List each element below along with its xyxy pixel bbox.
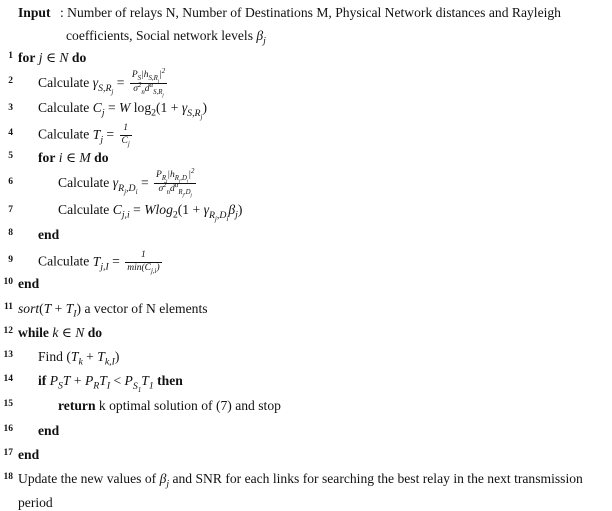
kw-then: then bbox=[157, 373, 183, 388]
line-number: 15 bbox=[3, 399, 13, 409]
kw-while: while bbox=[18, 325, 49, 340]
snr-fraction: $\frac{P_S|h_{S,R_j}|^2}{\sigma^2_nd^\alpha_{S,R_j}}$ bbox=[131, 67, 166, 99]
calculate-word: Calculate bbox=[38, 74, 90, 90]
line-number: 4 bbox=[8, 128, 13, 138]
calculate-word: Calculate bbox=[38, 100, 90, 115]
line-number: 14 bbox=[3, 374, 13, 384]
line-number: 12 bbox=[3, 326, 13, 336]
line-15-text bbox=[58, 399, 281, 413]
line-11-text: sort(T + $T_I$) a vector of N elements bbox=[18, 301, 208, 320]
kw-if: if bbox=[38, 373, 47, 388]
input-text-cont-words: coefficients, Social network levels bbox=[66, 28, 253, 43]
line-number: 13 bbox=[3, 350, 13, 360]
line-2-text: Calculate $\gamma_{S,R_j}$ = $\frac{P_S|h_{S,R_j}|^2}{\sigma^2_nd^\alpha_{S,R_j}}$ bbox=[38, 67, 166, 99]
math-k-in-n: k ∈ N bbox=[52, 325, 85, 340]
calculate-word: Calculate bbox=[58, 202, 110, 217]
line-number: 6 bbox=[8, 177, 13, 187]
line-number: 11 bbox=[4, 302, 13, 312]
beta-char: β bbox=[256, 28, 264, 43]
line-13-text: Find $(T_k + T_{k,I})$ bbox=[38, 349, 120, 368]
beta-symbol bbox=[256, 28, 266, 47]
kw-do: do bbox=[87, 325, 103, 340]
calculate-word: Calculate bbox=[38, 253, 90, 269]
line-number: 5 bbox=[8, 151, 13, 161]
return-description: k optimal solution of (7) and stop bbox=[98, 398, 281, 413]
line-6-text: Calculate $\gamma_{R_j,D_i}$ = $\frac{P_{R_j}|h_{R_j,D_i}|^2}{\sigma^2_nd^\alpha_{R_j,D_j}}$ bbox=[58, 167, 195, 199]
line-18-text: Update the new values of $\beta_j$ and SNR for each links for searching the best relay in the next transmission bbox=[18, 471, 583, 490]
line-number: 17 bbox=[3, 448, 13, 458]
line-14-text: if $P_ST + P_RT_I < P_{S_1}T_1$ then bbox=[38, 373, 183, 394]
line-3-text: Calculate $C_j = W$ $\log_2(1 + \gamma_{S,R_j})$ bbox=[38, 100, 207, 121]
line-number: 9 bbox=[8, 255, 13, 265]
sort-description: a vector of N elements bbox=[84, 301, 208, 316]
beta-sub: j bbox=[263, 35, 266, 47]
kw-for: for bbox=[18, 50, 36, 65]
line-12-text bbox=[18, 326, 102, 340]
tj-fraction: $\frac{1}{C_j}$ bbox=[121, 123, 130, 148]
line-1-text bbox=[18, 51, 86, 65]
kw-do: do bbox=[94, 150, 109, 165]
snr2-fraction: $\frac{P_{R_j}|h_{R_j,D_i}|^2}{\sigma^2_nd^\alpha_{R_j,D_j}}$ bbox=[156, 167, 195, 199]
end-for-outer: end bbox=[18, 276, 40, 291]
math-j-in-n: j ∈ N bbox=[38, 50, 69, 65]
line-number: 7 bbox=[8, 205, 13, 215]
line-7-text: Calculate $C_{j,i} = Wlog_2(1 + \gamma_{R_j,D_i}\beta_j)$ bbox=[58, 202, 243, 223]
line-number: 16 bbox=[3, 424, 13, 434]
line-5-text bbox=[38, 151, 109, 165]
find-word: Find bbox=[38, 349, 63, 364]
line-number: 18 bbox=[3, 472, 13, 482]
line-4-text: Calculate $T_j$ = $\frac{1}{C_j}$ bbox=[38, 123, 130, 148]
line-9-text: Calculate $T_{j,I}$ = $\frac{1}{\min(C_{j,i})}$ bbox=[38, 250, 160, 275]
input-text: : Number of relays N, Number of Destinations M, Physical Network distances and Rayleigh bbox=[60, 5, 561, 20]
calculate-word: Calculate bbox=[38, 126, 90, 142]
line-number: 10 bbox=[3, 277, 13, 287]
update-text-1: Update the new values of bbox=[18, 471, 157, 486]
input-label: Input bbox=[18, 5, 51, 20]
update-text-2: and SNR for each links for searching the best relay in the next transmission bbox=[172, 471, 583, 486]
end-while: end bbox=[18, 447, 40, 462]
line-number: 3 bbox=[8, 103, 13, 113]
tji-fraction: $\frac{1}{\min(C_{j,i})}$ bbox=[127, 250, 160, 275]
kw-return: return bbox=[58, 398, 96, 413]
kw-do: do bbox=[71, 50, 87, 65]
line-number: 2 bbox=[8, 76, 13, 86]
line-number: 8 bbox=[8, 228, 13, 238]
input-text-cont bbox=[66, 28, 266, 47]
calculate-word: Calculate bbox=[58, 174, 110, 190]
line-number: 1 bbox=[8, 51, 13, 61]
kw-for: for bbox=[38, 150, 56, 165]
end-if: end bbox=[38, 423, 60, 438]
end-for-inner: end bbox=[38, 227, 60, 242]
math-i-in-m: i ∈ M bbox=[58, 150, 91, 165]
update-text-3: period bbox=[18, 495, 53, 510]
